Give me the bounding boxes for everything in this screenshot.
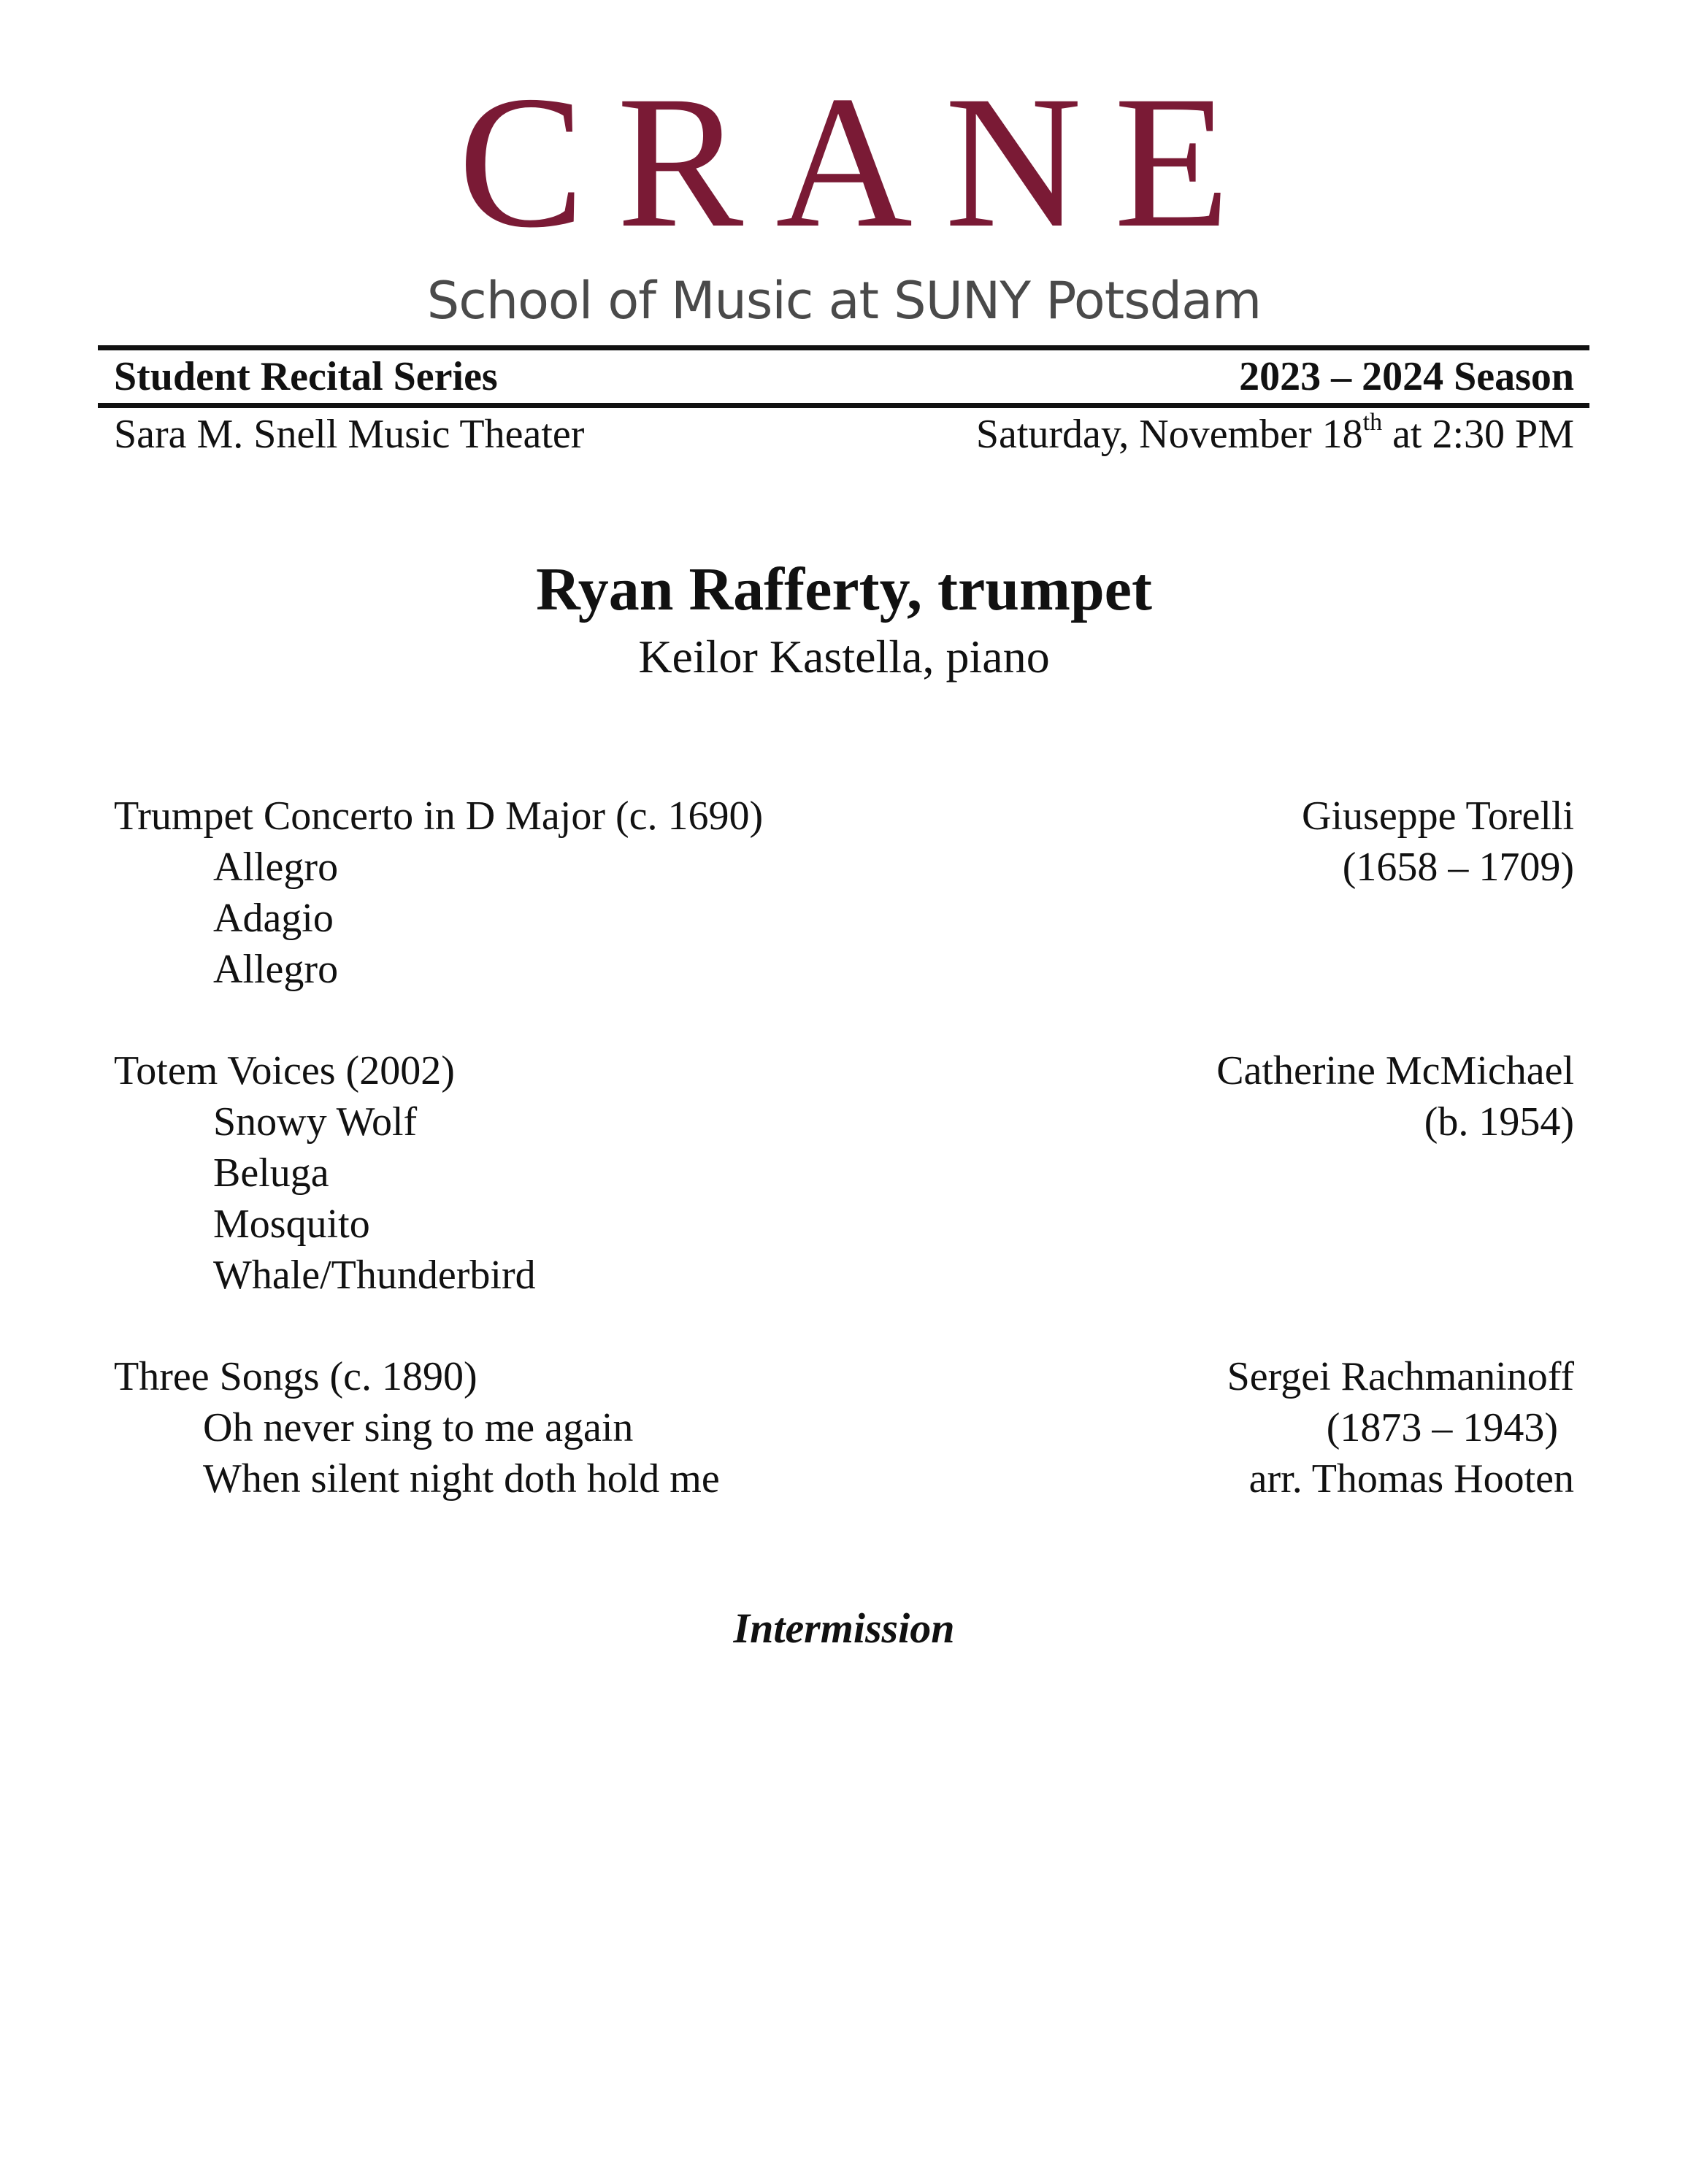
movement-line [114,1199,1574,1250]
movement-line [114,842,1574,893]
piece-header [114,1045,1574,1096]
arranger-credit: arr. Thomas Hooten [1248,1456,1574,1502]
composer-dates: (b. 1954) [1424,1099,1574,1145]
composer-dates: (1658 – 1709) [1342,845,1574,890]
date-ordinal: th [1362,409,1383,436]
movement-title: Allegro [213,947,339,992]
school-name: School of Music at SUNY Potsdam [426,271,1262,331]
movement-title: Oh never sing to me again [203,1405,634,1450]
series-title: Student Recital Series [114,354,498,399]
crane-logo-wordmark: CRANE [458,57,1262,267]
movement-title: Allegro [213,845,339,890]
season-label: 2023 – 2024 Season [1239,354,1574,399]
composer-name: Catherine McMichael [1216,1048,1574,1093]
composer-dates: (1873 – 1943) [1326,1405,1558,1450]
movement-title: Beluga [213,1150,329,1196]
movement-line [114,1250,1574,1301]
composer-name: Sergei Rachmaninoff [1227,1354,1574,1399]
piece-title: Trumpet Concerto in D Major (c. 1690) [114,793,764,839]
composer-name: Giuseppe Torelli [1302,793,1574,839]
series-bar [114,353,1574,400]
program-list [114,791,1574,1555]
movement-line [114,1453,1574,1504]
movement-title: Whale/Thunderbird [213,1253,536,1298]
intermission-label: Intermission [733,1604,955,1652]
header-rule-top [98,345,1589,350]
program-piece [114,1351,1574,1504]
movement-line [114,1096,1574,1147]
movement-line [114,944,1574,995]
venue-row [114,410,1574,458]
movement-title: Adagio [213,896,334,941]
piece-title: Three Songs (c. 1890) [114,1354,477,1399]
performer-name: Ryan Rafferty, trumpet [536,555,1152,623]
movement-line [114,1147,1574,1199]
piece-title: Totem Voices (2002) [114,1048,455,1093]
movement-line [114,893,1574,944]
accompanist-name: Keilor Kastella, piano [638,631,1050,682]
program-piece [114,791,1574,995]
movement-title: When silent night doth hold me [203,1456,720,1502]
movement-line [114,1402,1574,1453]
program-piece [114,1045,1574,1301]
header-rule-bottom [98,403,1589,408]
piece-header [114,1351,1574,1402]
recital-date: Saturday, November 18th at 2:30 PM [975,409,1574,457]
venue-name: Sara M. Snell Music Theater [114,412,585,457]
movement-title: Snowy Wolf [213,1099,418,1145]
movement-title: Mosquito [213,1201,370,1247]
piece-header [114,791,1574,842]
